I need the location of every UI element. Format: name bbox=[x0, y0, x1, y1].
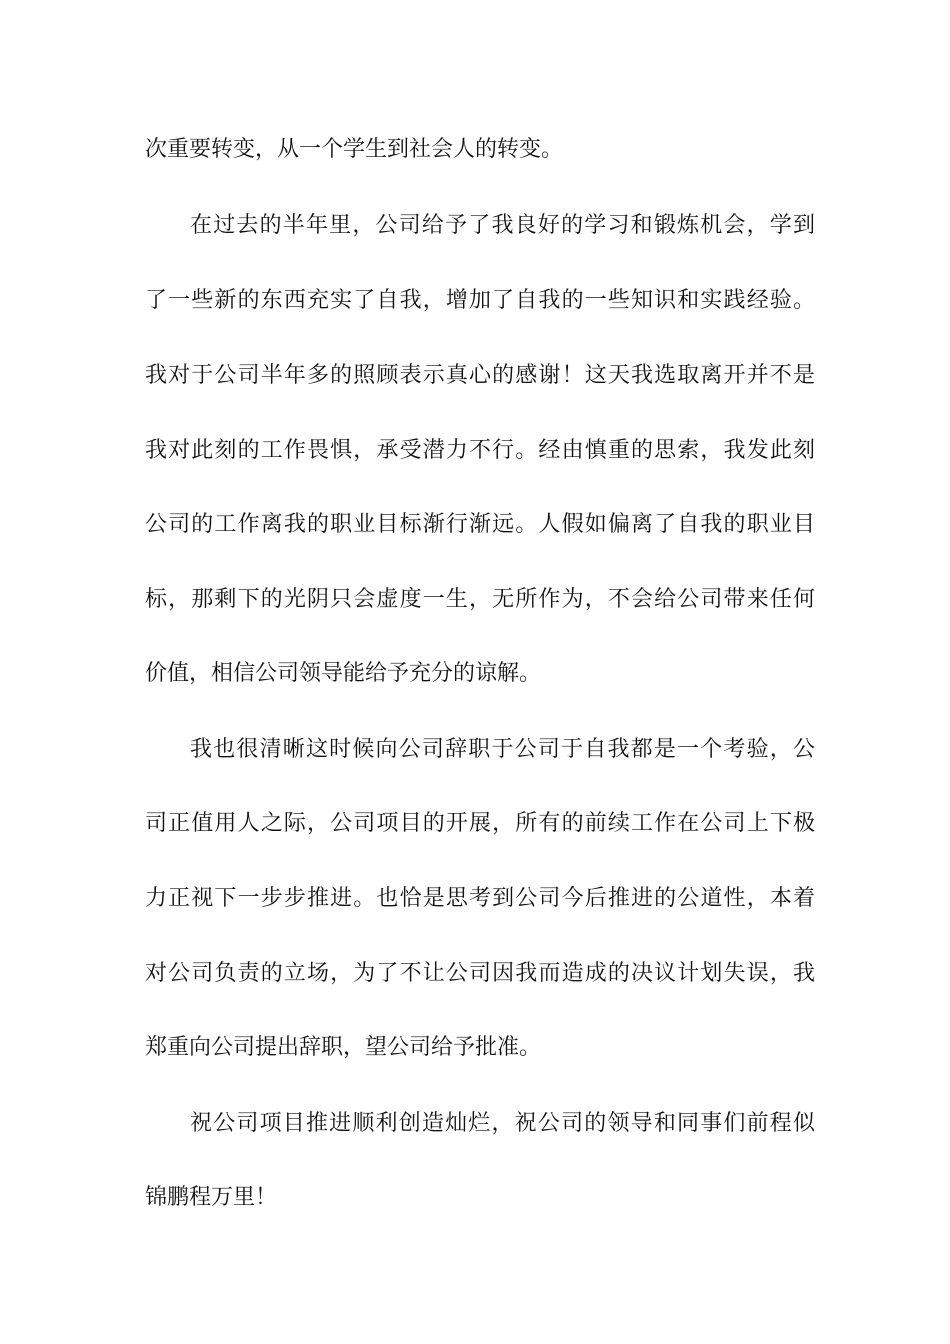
text-line: 公司的工作离我的职业目标渐行渐远。人假如偏离了自我的职业目 bbox=[145, 512, 815, 537]
text-line: 次重要转变，从一个学生到社会人的转变。 bbox=[145, 137, 564, 162]
text-line: 力正视下一步步推进。也恰是思考到公司今后推进的公道性，本着 bbox=[145, 886, 815, 911]
paragraph-first-line: 祝公司项目推进顺利创造灿烂，祝公司的领导和同事们前程似 bbox=[190, 1111, 815, 1136]
text-line: 价值，相信公司领导能给予充分的谅解。 bbox=[145, 661, 542, 686]
text-line: 司正值用人之际，公司项目的开展，所有的前续工作在公司上下极 bbox=[145, 811, 815, 836]
text-line: 我对于公司半年多的照顾表示真心的感谢！这天我选取离开并不是 bbox=[145, 363, 815, 388]
text-line: 我对此刻的工作畏惧，承受潜力不行。经由慎重的思索，我发此刻 bbox=[145, 438, 815, 463]
text-line: 锦鹏程万里！ bbox=[145, 1185, 278, 1210]
text-line: 郑重向公司提出辞职，望公司给予批准。 bbox=[145, 1035, 542, 1060]
text-line: 标，那剩下的光阴只会虚度一生，无所作为，不会给公司带来任何 bbox=[145, 587, 815, 612]
text-line: 了一些新的东西充实了自我，增加了自我的一些知识和实践经验。 bbox=[145, 288, 815, 313]
paragraph-first-line: 我也很清晰这时候向公司辞职于公司于自我都是一个考验，公 bbox=[190, 737, 815, 762]
text-line: 对公司负责的立场，为了不让公司因我而造成的决议计划失误，我 bbox=[145, 961, 815, 986]
paragraph-first-line: 在过去的半年里，公司给予了我良好的学习和锻炼机会，学到 bbox=[190, 213, 815, 238]
